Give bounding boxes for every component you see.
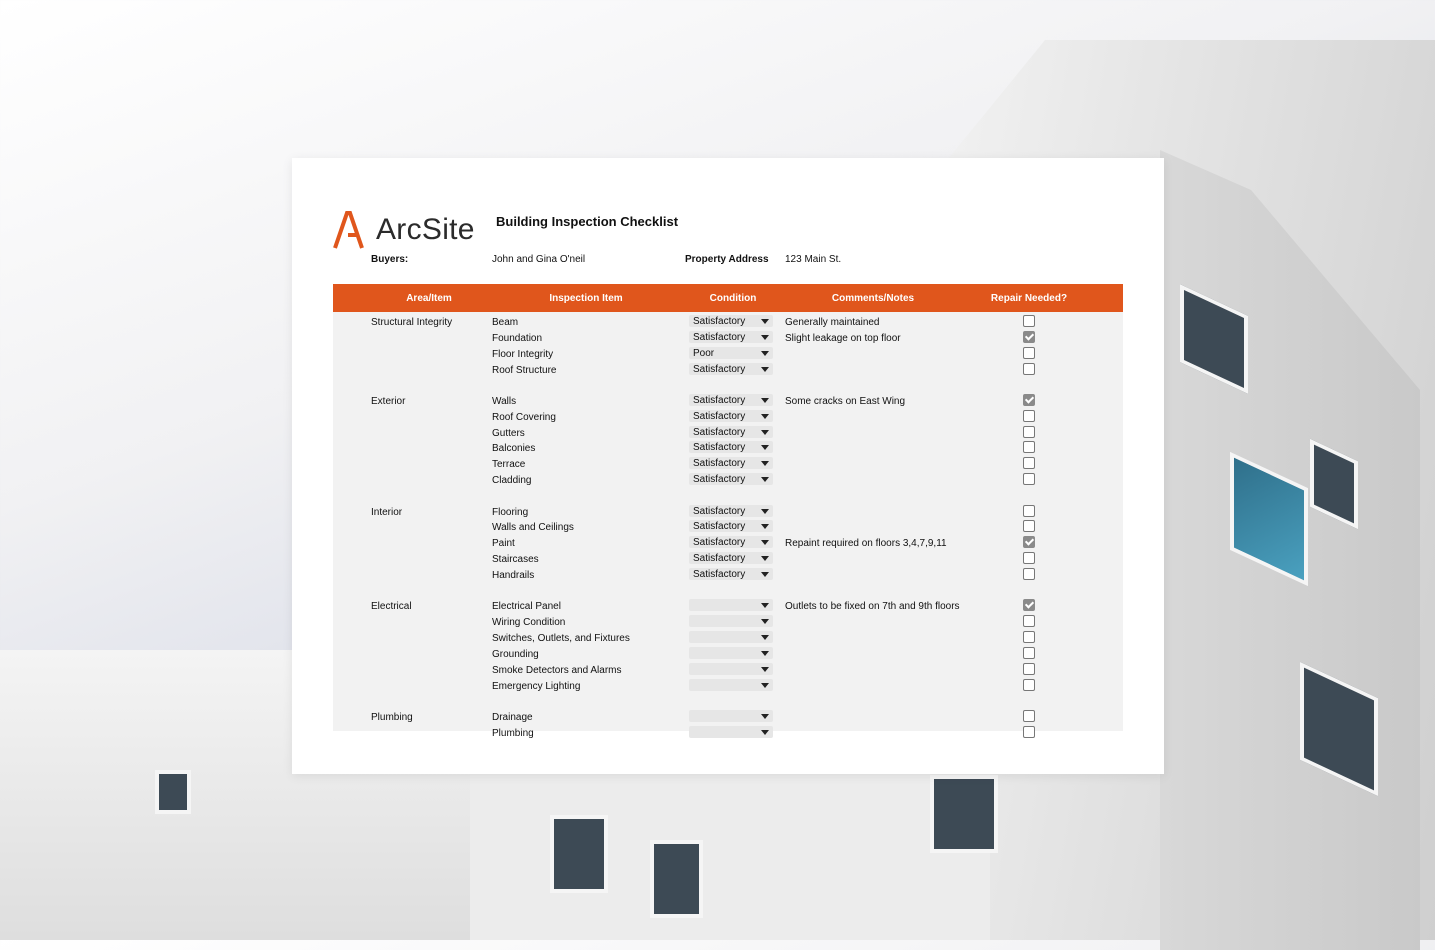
column-header-area: Area/Item bbox=[406, 293, 452, 304]
comment-cell: Some cracks on East Wing bbox=[785, 395, 906, 407]
condition-dropdown[interactable] bbox=[689, 394, 773, 406]
column-header-repair: Repair Needed? bbox=[990, 293, 1068, 304]
document-title: Building Inspection Checklist bbox=[496, 214, 679, 229]
chevron-down-icon bbox=[761, 603, 769, 608]
repair-checkbox[interactable] bbox=[1023, 331, 1035, 343]
column-header-item: Inspection Item bbox=[549, 293, 623, 304]
repair-checkbox[interactable] bbox=[1023, 679, 1035, 691]
condition-value: Satisfactory bbox=[693, 568, 746, 580]
inspection-item-cell: Paint bbox=[492, 538, 515, 550]
condition-dropdown[interactable] bbox=[689, 331, 773, 343]
chevron-down-icon bbox=[761, 556, 769, 561]
address-value: 123 Main St. bbox=[785, 254, 842, 265]
condition-dropdown[interactable] bbox=[689, 568, 773, 580]
condition-dropdown[interactable] bbox=[689, 410, 773, 422]
table-row bbox=[333, 598, 1123, 614]
chevron-down-icon bbox=[761, 509, 769, 514]
repair-checkbox[interactable] bbox=[1023, 426, 1035, 438]
inspection-item-cell: Terrace bbox=[492, 459, 526, 471]
chevron-down-icon bbox=[761, 461, 769, 466]
building-window bbox=[650, 840, 703, 918]
area-cell: Structural Integrity bbox=[371, 317, 453, 328]
condition-value: Satisfactory bbox=[693, 553, 746, 565]
area-cell: Plumbing bbox=[371, 711, 413, 723]
chevron-down-icon bbox=[761, 524, 769, 529]
repair-checkbox[interactable] bbox=[1023, 394, 1035, 406]
table-row bbox=[333, 567, 1123, 583]
chevron-down-icon bbox=[761, 730, 769, 735]
address-label: Property Address bbox=[685, 254, 769, 265]
condition-dropdown[interactable] bbox=[689, 679, 773, 691]
table-row bbox=[333, 440, 1123, 456]
repair-checkbox[interactable] bbox=[1023, 647, 1035, 659]
condition-dropdown[interactable] bbox=[689, 426, 773, 438]
inspection-item-cell: Cladding bbox=[492, 475, 532, 487]
condition-value: Satisfactory bbox=[693, 363, 746, 375]
condition-dropdown[interactable] bbox=[689, 631, 773, 643]
table-row bbox=[333, 519, 1123, 535]
inspection-item-cell: Wiring Condition bbox=[492, 617, 566, 629]
chevron-down-icon bbox=[761, 683, 769, 688]
table-row bbox=[333, 409, 1123, 425]
condition-dropdown[interactable] bbox=[689, 552, 773, 564]
condition-dropdown[interactable] bbox=[689, 347, 773, 359]
repair-checkbox[interactable] bbox=[1023, 726, 1035, 738]
chevron-down-icon bbox=[761, 319, 769, 324]
table-row bbox=[333, 393, 1123, 409]
condition-dropdown[interactable] bbox=[689, 473, 773, 485]
table-row bbox=[333, 504, 1123, 520]
chevron-down-icon bbox=[761, 477, 769, 482]
condition-value: Satisfactory bbox=[693, 410, 746, 422]
chevron-down-icon bbox=[761, 572, 769, 577]
repair-checkbox[interactable] bbox=[1023, 599, 1035, 611]
chevron-down-icon bbox=[761, 351, 769, 356]
buyers-value: John and Gina O'neil bbox=[492, 254, 586, 265]
table-row bbox=[333, 425, 1123, 441]
condition-value: Poor bbox=[693, 347, 715, 359]
building-window bbox=[930, 775, 998, 853]
table-row bbox=[333, 346, 1123, 362]
condition-dropdown[interactable] bbox=[689, 363, 773, 375]
chevron-down-icon bbox=[761, 445, 769, 450]
chevron-down-icon bbox=[761, 414, 769, 419]
condition-value: Satisfactory bbox=[693, 537, 746, 549]
repair-checkbox[interactable] bbox=[1023, 347, 1035, 359]
table-row bbox=[333, 614, 1123, 630]
repair-checkbox[interactable] bbox=[1023, 505, 1035, 517]
inspection-item-cell: Walls and Ceilings bbox=[492, 522, 574, 534]
repair-checkbox[interactable] bbox=[1023, 631, 1035, 643]
repair-checkbox[interactable] bbox=[1023, 363, 1035, 375]
condition-value: Satisfactory bbox=[693, 458, 746, 470]
repair-checkbox[interactable] bbox=[1023, 710, 1035, 722]
condition-dropdown[interactable] bbox=[689, 315, 773, 327]
repair-checkbox[interactable] bbox=[1023, 568, 1035, 580]
condition-dropdown[interactable] bbox=[689, 647, 773, 659]
chevron-down-icon bbox=[761, 335, 769, 340]
repair-checkbox[interactable] bbox=[1023, 441, 1035, 453]
chevron-down-icon bbox=[761, 619, 769, 624]
inspection-item-cell: Roof Covering bbox=[492, 411, 556, 423]
repair-checkbox[interactable] bbox=[1023, 615, 1035, 627]
repair-checkbox[interactable] bbox=[1023, 552, 1035, 564]
condition-dropdown[interactable] bbox=[689, 663, 773, 675]
table-row bbox=[333, 646, 1123, 662]
table-row bbox=[333, 535, 1123, 551]
building-base bbox=[470, 770, 990, 940]
inspection-item-cell: Flooring bbox=[492, 506, 529, 518]
area-cell: Interior bbox=[371, 506, 403, 518]
repair-checkbox[interactable] bbox=[1023, 473, 1035, 485]
repair-checkbox[interactable] bbox=[1023, 536, 1035, 548]
inspection-item-cell: Staircases bbox=[492, 554, 539, 566]
table-row bbox=[333, 678, 1123, 694]
repair-checkbox[interactable] bbox=[1023, 315, 1035, 327]
chevron-down-icon bbox=[761, 398, 769, 403]
table-row bbox=[333, 725, 1123, 741]
table-row bbox=[333, 551, 1123, 567]
buyers-label: Buyers: bbox=[371, 254, 409, 265]
inspection-item-cell: Smoke Detectors and Alarms bbox=[492, 664, 622, 676]
repair-checkbox[interactable] bbox=[1023, 457, 1035, 469]
area-cell: Exterior bbox=[371, 395, 406, 407]
condition-dropdown[interactable] bbox=[689, 710, 773, 722]
building-window bbox=[155, 770, 191, 814]
inspection-item-cell: Foundation bbox=[492, 332, 543, 344]
arcsite-logo-icon bbox=[332, 211, 364, 249]
condition-dropdown[interactable] bbox=[689, 615, 773, 627]
table-row bbox=[333, 662, 1123, 678]
table-row bbox=[333, 630, 1123, 646]
column-header-comments: Comments/Notes bbox=[831, 293, 915, 304]
inspection-item-cell: Emergency Lighting bbox=[492, 680, 581, 692]
inspection-item-cell: Roof Structure bbox=[492, 364, 557, 376]
condition-value: Satisfactory bbox=[693, 505, 746, 517]
inspection-item-cell: Switches, Outlets, and Fixtures bbox=[492, 632, 630, 644]
chevron-down-icon bbox=[761, 540, 769, 545]
chevron-down-icon bbox=[761, 367, 769, 372]
comment-cell: Generally maintained bbox=[785, 317, 880, 328]
inspection-item-cell: Handrails bbox=[492, 569, 535, 581]
condition-dropdown[interactable] bbox=[689, 520, 773, 532]
table-row bbox=[333, 362, 1123, 378]
comment-cell: Outlets to be fixed on 7th and 9th floors bbox=[785, 601, 960, 613]
condition-dropdown[interactable] bbox=[689, 726, 773, 738]
building-window bbox=[550, 815, 608, 893]
condition-value: Satisfactory bbox=[693, 394, 746, 406]
comment-cell: Slight leakage on top floor bbox=[785, 332, 901, 344]
chevron-down-icon bbox=[761, 714, 769, 719]
condition-value: Satisfactory bbox=[693, 426, 746, 438]
inspection-item-cell: Beam bbox=[492, 317, 519, 328]
condition-dropdown[interactable] bbox=[689, 457, 773, 469]
chevron-down-icon bbox=[761, 430, 769, 435]
brand-name: ArcSite bbox=[376, 213, 475, 246]
area-cell: Electrical bbox=[371, 601, 412, 613]
chevron-down-icon bbox=[761, 651, 769, 656]
condition-value: Satisfactory bbox=[693, 331, 746, 343]
inspection-item-cell: Gutters bbox=[492, 427, 525, 439]
table-row bbox=[333, 709, 1123, 725]
repair-checkbox[interactable] bbox=[1023, 410, 1035, 422]
inspection-item-cell: Drainage bbox=[492, 711, 533, 723]
table-row bbox=[333, 314, 1123, 330]
condition-dropdown[interactable] bbox=[689, 441, 773, 453]
condition-value: Satisfactory bbox=[693, 474, 746, 486]
condition-value: Satisfactory bbox=[693, 316, 746, 327]
inspection-table bbox=[333, 284, 1123, 739]
column-header-condition: Condition bbox=[709, 293, 757, 304]
checklist-document bbox=[292, 158, 1164, 774]
condition-dropdown[interactable] bbox=[689, 505, 773, 517]
inspection-item-cell: Walls bbox=[492, 395, 517, 407]
table-header bbox=[333, 284, 1123, 312]
inspection-item-cell: Grounding bbox=[492, 648, 539, 660]
inspection-item-cell: Floor Integrity bbox=[492, 348, 554, 360]
repair-checkbox[interactable] bbox=[1023, 663, 1035, 675]
table-row bbox=[333, 472, 1123, 488]
inspection-item-cell: Electrical Panel bbox=[492, 601, 561, 613]
inspection-item-cell: Plumbing bbox=[492, 727, 534, 739]
repair-checkbox[interactable] bbox=[1023, 520, 1035, 532]
table-row bbox=[333, 456, 1123, 472]
chevron-down-icon bbox=[761, 667, 769, 672]
condition-value: Satisfactory bbox=[693, 521, 746, 533]
inspection-item-cell: Balconies bbox=[492, 443, 536, 455]
comment-cell: Repaint required on floors 3,4,7,9,11 bbox=[785, 538, 947, 550]
brand-logo bbox=[332, 210, 475, 250]
condition-dropdown[interactable] bbox=[689, 536, 773, 548]
condition-dropdown[interactable] bbox=[689, 599, 773, 611]
table-row bbox=[333, 330, 1123, 346]
chevron-down-icon bbox=[761, 635, 769, 640]
condition-value: Satisfactory bbox=[693, 442, 746, 454]
